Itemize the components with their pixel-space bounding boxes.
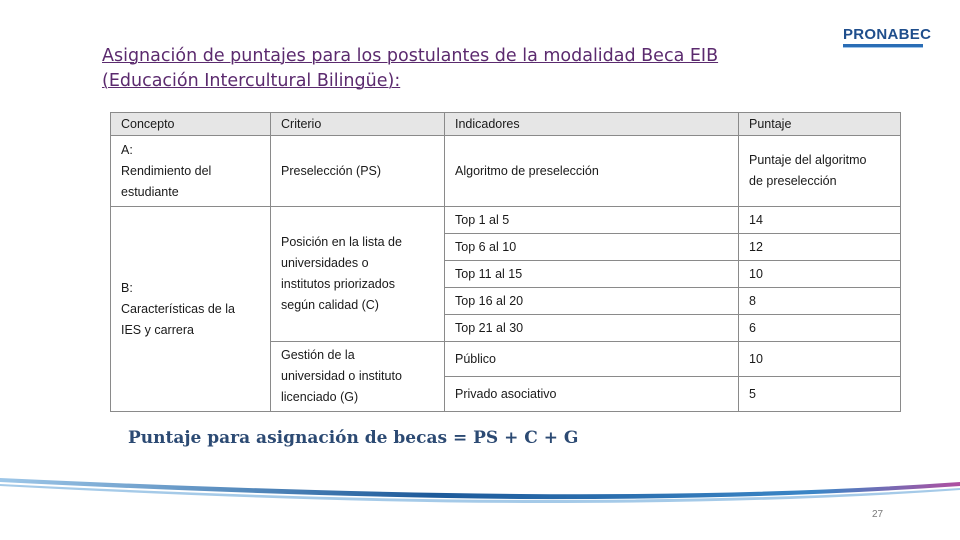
puntaje-cell: 8 [739,288,901,315]
concept-b-line: B: [121,280,133,295]
criterio-c-line: Posición en la lista de [281,235,402,249]
puntaje-cell: 10 [739,342,901,377]
criterio-c-cell [271,207,445,342]
criterio-g-line: universidad o instituto [281,369,402,383]
criterio-g-line: licenciado (G) [281,390,359,404]
puntaje-ps-line: de preselección [749,174,837,188]
slide-title-line2: (Educación Intercultural Bilingüe): [102,71,401,91]
criterio-g-line: Gestión de la [281,348,355,362]
puntaje-cell: 10 [739,261,901,288]
pronabec-logo: PRONABEC [843,26,932,43]
header-puntaje: Puntaje [739,113,901,136]
concept-b-cell [111,207,271,412]
header-criterio: Criterio [271,113,445,136]
criterio-c-line: universidades o [281,256,369,270]
header-indicadores: Indicadores [445,113,739,136]
indicador-cell: Público [445,342,739,377]
indicador-ps-cell: Algoritmo de preselección [445,136,739,207]
page-number: 27 [872,509,884,520]
puntaje-cell: 5 [739,377,901,412]
concept-a-line: Rendimiento del [121,163,212,178]
puntaje-cell: 12 [739,234,901,261]
indicador-cell: Top 11 al 15 [445,261,739,288]
indicador-cell: Top 6 al 10 [445,234,739,261]
scoring-formula: Puntaje para asignación de becas = PS + C + G [128,428,579,448]
slide-title [102,44,802,94]
header-concepto: Concepto [111,113,271,136]
table-row [111,207,901,234]
concept-b-line: Características de la [121,301,235,316]
puntaje-cell: 14 [739,207,901,234]
table-row [111,136,901,207]
slide-title-line1: Asignación de puntajes para los postulantes de la modalidad Beca EIB [102,46,719,66]
concept-a-line: estudiante [121,184,179,199]
criterio-ps-cell: Preselección (PS) [271,136,445,207]
puntaje-ps-cell [739,136,901,207]
concept-a-cell [111,136,271,207]
concept-b-line: IES y carrera [121,322,194,337]
indicador-cell: Top 16 al 20 [445,288,739,315]
indicador-cell: Privado asociativo [445,377,739,412]
decorative-swoosh [0,470,960,510]
concept-a-line: A: [121,142,133,157]
puntaje-cell: 6 [739,315,901,342]
criterio-c-line: según calidad (C) [281,298,379,312]
indicador-cell: Top 1 al 5 [445,207,739,234]
scoring-table [110,112,901,412]
criterio-c-line: institutos priorizados [281,277,395,291]
puntaje-ps-line: Puntaje del algoritmo [749,153,867,167]
logo-underline-light [843,47,923,48]
table-header-row [111,113,901,136]
criterio-g-cell [271,342,445,412]
indicador-cell: Top 21 al 30 [445,315,739,342]
